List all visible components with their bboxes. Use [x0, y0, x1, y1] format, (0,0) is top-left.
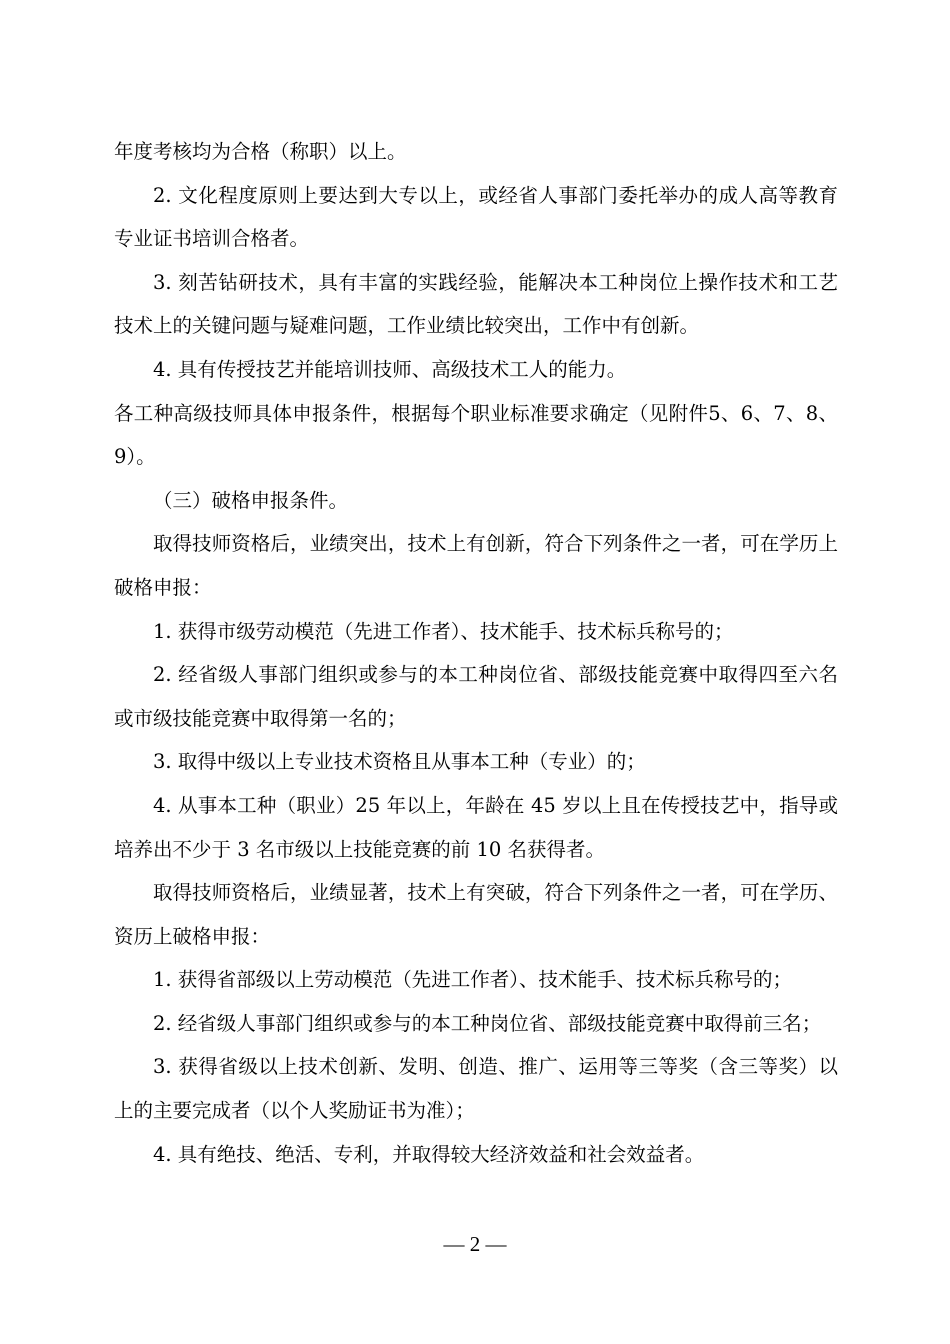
paragraph-16: 4. 具有绝技、绝活、专利，并取得较大经济效益和社会效益者。 [153, 1142, 705, 1166]
document-body [114, 130, 838, 1176]
paragraph-11: 4. 从事本工种（职业）25 年以上，年龄在 45 岁以上且在传授技艺中，指导或培养出不少于 3 名市级以上技能竞赛的前 10 名获得者。 [114, 793, 838, 861]
paragraph-3: 3. 刻苦钻研技术，具有丰富的实践经验，能解决本工种岗位上操作技术和工艺技术上的关键问题与疑难问题，工作业绩比较突出，工作中有创新。 [114, 270, 838, 338]
paragraph-12: 取得技师资格后，业绩显著，技术上有突破，符合下列条件之一者，可在学历、资历上破格申报： [114, 881, 838, 948]
paragraph-8: 1. 获得市级劳动模范（先进工作者）、技术能手、技术标兵称号的； [153, 619, 734, 643]
paragraph-5: 各工种高级技师具体申报条件，根据每个职业标准要求确定（见附件5、6、7、8、9）。 [114, 401, 838, 469]
paragraph-13: 1. 获得省部级以上劳动模范（先进工作者）、技术能手、技术标兵称号的； [153, 968, 793, 992]
paragraph-7: 取得技师资格后，业绩突出，技术上有创新，符合下列条件之一者，可在学历上破格申报： [114, 532, 838, 599]
paragraph-1: 年度考核均为合格（称职）以上。 [114, 140, 407, 163]
paragraph-14: 2. 经省级人事部门组织或参与的本工种岗位省、部级技能竞赛中取得前三名； [153, 1011, 822, 1035]
paragraph-9: 2. 经省级人事部门组织或参与的本工种岗位省、部级技能竞赛中取得四至六名或市级技能竞赛中取得第一名的； [114, 663, 838, 730]
paragraph-15: 3. 获得省级以上技术创新、发明、创造、推广、运用等三等奖（含三等奖）以上的主要完成者（以个人奖励证书为准）； [114, 1055, 838, 1123]
page-number: — 2 — [443, 1232, 507, 1256]
section-heading: （三）破格申报条件。 [153, 488, 349, 512]
paragraph-4: 4. 具有传授技艺并能培训技师、高级技术工人的能力。 [153, 357, 627, 381]
paragraph-10: 3. 取得中级以上专业技术资格且从事本工种（专业）的； [153, 750, 646, 774]
paragraph-2: 2. 文化程度原则上要达到大专以上，或经省人事部门委托举办的成人高等教育专业证书培训合格者。 [114, 183, 838, 251]
